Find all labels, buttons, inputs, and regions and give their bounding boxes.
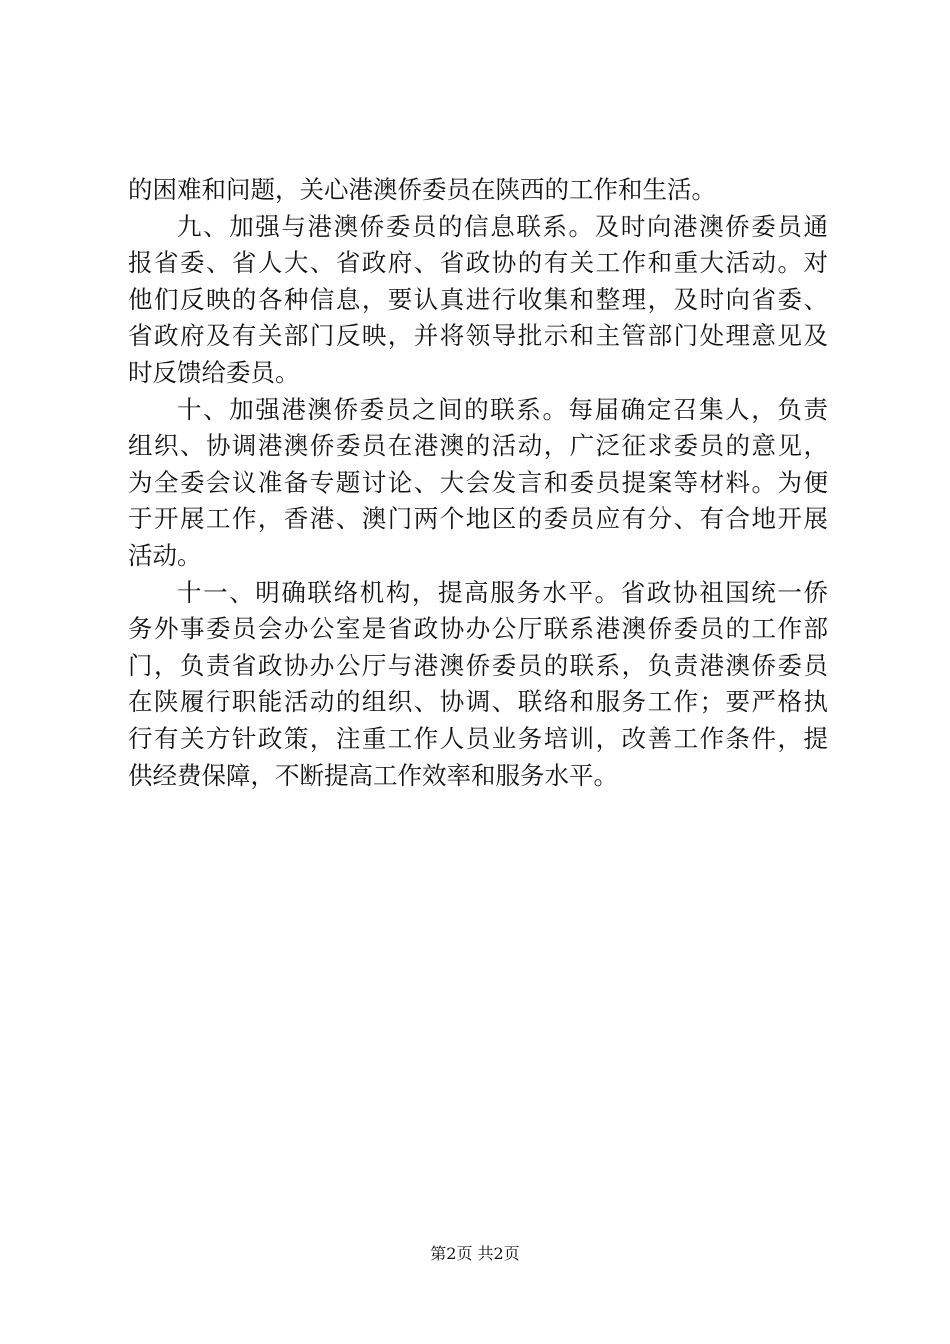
text-line: 门，负责省政协办公厅与港澳侨委员的联系，负责港澳侨委员	[128, 650, 828, 680]
text-line: 的困难和问题，关心港澳侨委员在陕西的工作和生活。	[128, 175, 716, 204]
paragraph-9-first-line: 九、加强与港澳侨委员的信息联系。及时向港澳侨委员通	[177, 211, 828, 241]
text-line: 省政府及有关部门反映，并将领导批示和主管部门处理意见及	[128, 321, 828, 351]
text-line: 为全委会议准备专题讨论、大会发言和委员提案等材料。为便	[128, 467, 828, 497]
document-body	[128, 172, 828, 794]
text-line: 务外事委员会办公室是省政协办公厅联系港澳侨委员的工作部	[128, 614, 828, 644]
page-number-label: 第2页 共2页	[430, 1244, 520, 1263]
text-line: 于开展工作，香港、澳门两个地区的委员应有分、有合地开展	[128, 504, 828, 534]
paragraph-10-first-line: 十、加强港澳侨委员之间的联系。每届确定召集人，负责	[177, 394, 828, 424]
text-line: 供经费保障，不断提高工作效率和服务水平。	[128, 760, 618, 790]
text-line: 活动。	[128, 540, 202, 570]
page-footer	[0, 1242, 950, 1266]
text-line: 时反馈给委员。	[128, 357, 300, 387]
text-line: 在陕履行职能活动的组织、协调、联络和服务工作；要严格执	[128, 687, 828, 717]
text-line: 他们反映的各种信息，要认真进行收集和整理，及时向省委、	[128, 284, 828, 314]
text-line: 行有关方针政策，注重工作人员业务培训，改善工作条件，提	[128, 723, 828, 753]
text-line: 报省委、省人大、省政府、省政协的有关工作和重大活动。对	[128, 248, 828, 278]
text-line: 组织、协调港澳侨委员在港澳的活动，广泛征求委员的意见，	[128, 431, 828, 461]
paragraph-11-first-line: 十一、明确联络机构，提高服务水平。省政协祖国统一侨	[177, 577, 828, 607]
